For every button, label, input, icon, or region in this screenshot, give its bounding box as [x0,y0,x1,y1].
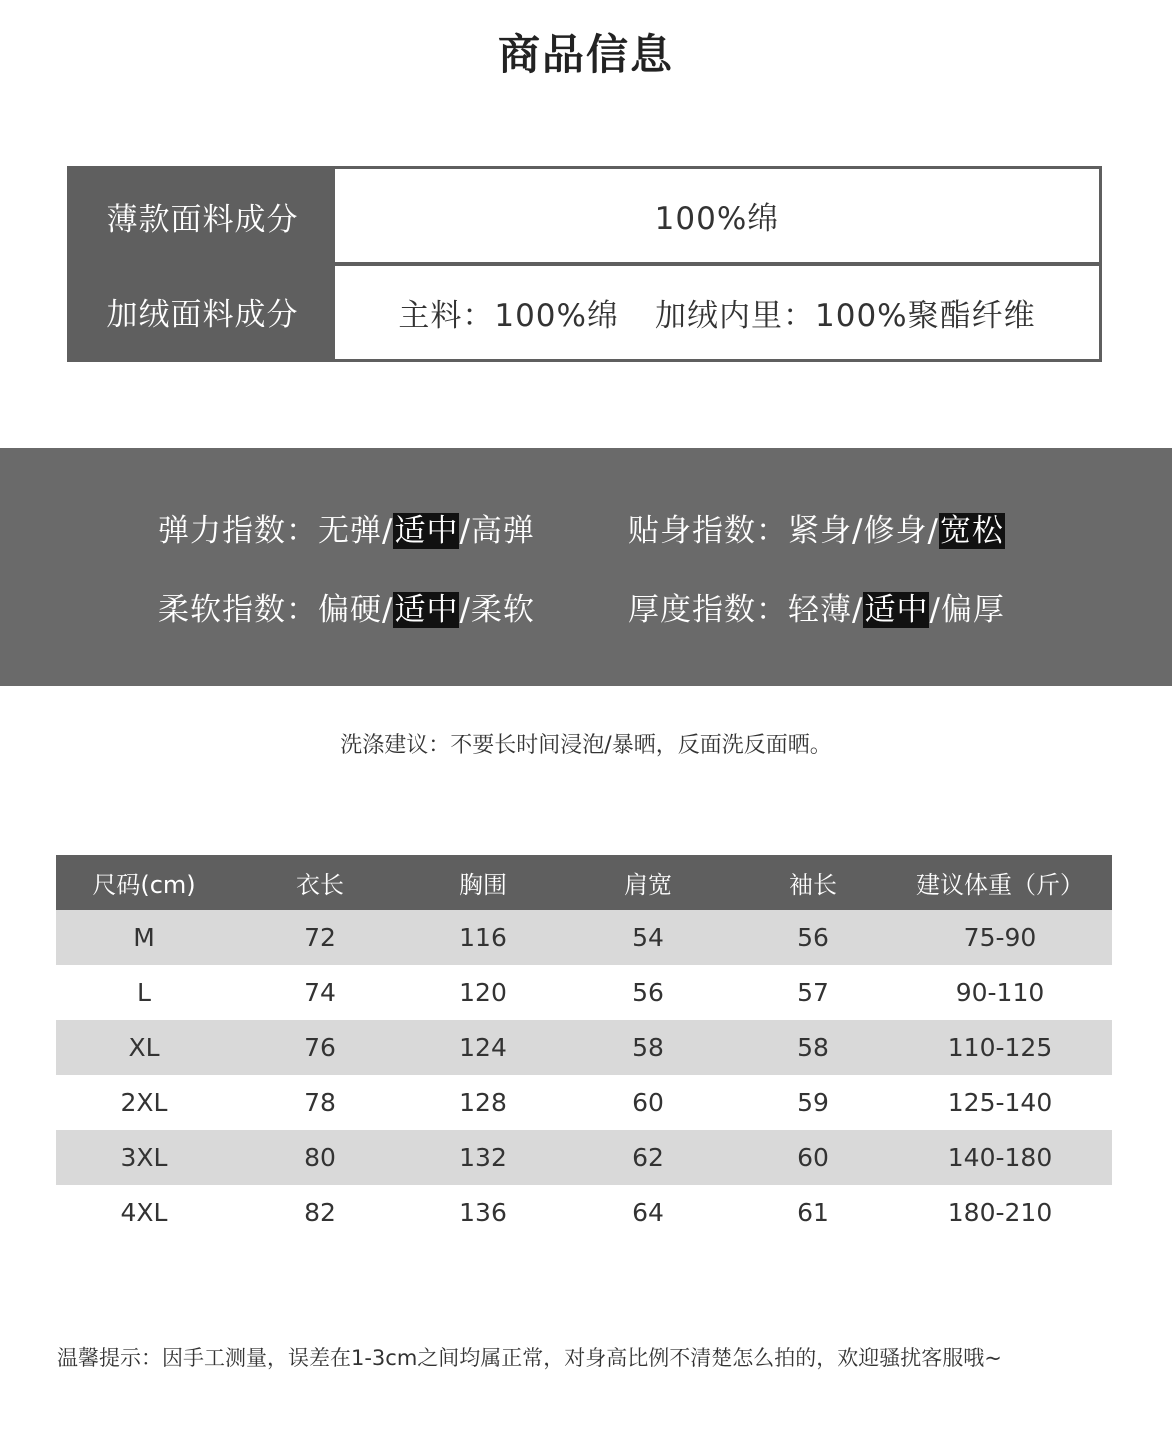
fit-option: 修身 [863,513,928,549]
table-cell: 120 [408,965,558,1020]
fit-option: 紧身 [788,513,852,549]
fit-label: 贴身指数： [628,513,788,549]
separator: / [382,592,394,628]
table-cell: 80 [232,1130,408,1185]
size-table-header-cell: 肩宽 [558,855,738,910]
fabric-fleece-value [335,266,1099,359]
separator: / [929,592,941,628]
fabric-fleece-label: 加绒面料成分 [106,297,299,333]
separator: / [852,513,864,549]
size-table [56,855,1112,1240]
softness-option: 偏硬 [318,592,382,628]
fabric-row-thin [70,169,1099,264]
elasticity-label: 弹力指数： [158,513,318,549]
fit-index [628,505,1005,550]
table-cell: 4XL [56,1185,232,1240]
table-cell: 60 [558,1075,738,1130]
table-row [56,1130,1112,1185]
table-cell: 56 [738,910,888,965]
softness-label: 柔软指数： [158,592,318,628]
elasticity-option: 高弹 [470,513,535,549]
table-cell: 54 [558,910,738,965]
table-cell: 116 [408,910,558,965]
size-table-header-cell: 胸围 [408,855,558,910]
softness-option: 柔软 [470,592,535,628]
separator: / [852,592,864,628]
elasticity-index [158,505,535,550]
thickness-index [628,584,1005,629]
thickness-option: 偏厚 [940,592,1005,628]
elasticity-option: 无弹 [318,513,382,549]
table-cell: 90-110 [888,965,1112,1020]
index-band [0,448,1172,686]
table-cell: 61 [738,1185,888,1240]
page-title: 商品信息 [497,30,674,79]
elasticity-option-selected: 适中 [394,513,459,549]
table-cell: 124 [408,1020,558,1075]
table-cell: 78 [232,1075,408,1130]
separator: / [927,513,939,549]
size-table-header-cell: 袖长 [738,855,888,910]
separator: / [382,513,394,549]
table-cell: 62 [558,1130,738,1185]
table-cell: 140-180 [888,1130,1112,1185]
fit-option-selected: 宽松 [939,513,1004,549]
softness-index [158,584,535,629]
table-cell: 64 [558,1185,738,1240]
thickness-option: 轻薄 [788,592,852,628]
table-cell: 2XL [56,1075,232,1130]
softness-option-selected: 适中 [394,592,459,628]
table-cell: 58 [738,1020,888,1075]
separator: / [459,513,471,549]
thickness-option-selected: 适中 [864,592,929,628]
warm-tip: 温馨提示：因手工测量，误差在1-3cm之间均属正常，对身高比例不清楚怎么拍的，欢迎骚扰客服哦~ [57,1346,1002,1370]
table-row [56,910,1112,965]
table-cell: 75-90 [888,910,1112,965]
table-cell: 110-125 [888,1020,1112,1075]
table-cell: L [56,965,232,1020]
table-cell: 180-210 [888,1185,1112,1240]
table-row [56,1185,1112,1240]
fabric-fleece-lining: 加绒内里：100%聚酯纤维 [655,298,1036,334]
table-cell: 74 [232,965,408,1020]
table-cell: 132 [408,1130,558,1185]
table-cell: 56 [558,965,738,1020]
table-cell: 72 [232,910,408,965]
fabric-row-fleece [70,264,1099,359]
table-cell: 57 [738,965,888,1020]
thickness-label: 厚度指数： [628,592,788,628]
separator: / [459,592,471,628]
table-cell: 76 [232,1020,408,1075]
wash-advice: 洗涤建议：不要长时间浸泡/暴晒，反面洗反面晒。 [340,733,832,758]
size-table-header-cell: 尺码(cm) [56,855,232,910]
table-cell: 60 [738,1130,888,1185]
table-row [56,1020,1112,1075]
table-row [56,965,1112,1020]
table-cell: 3XL [56,1130,232,1185]
table-cell: 82 [232,1185,408,1240]
fabric-thin-label: 薄款面料成分 [106,202,299,238]
fabric-composition-table [67,166,1102,362]
table-cell: 125-140 [888,1075,1112,1130]
fabric-fleece-main: 主料：100%绵 [398,298,619,334]
table-row [56,1075,1112,1130]
table-cell: XL [56,1020,232,1075]
fabric-thin-value: 100%绵 [335,169,1099,262]
size-table-header-cell: 衣长 [232,855,408,910]
table-cell: 136 [408,1185,558,1240]
size-table-header-cell: 建议体重（斤） [888,855,1112,910]
table-cell: M [56,910,232,965]
table-cell: 58 [558,1020,738,1075]
size-table-header [56,855,1112,910]
table-cell: 128 [408,1075,558,1130]
table-cell: 59 [738,1075,888,1130]
